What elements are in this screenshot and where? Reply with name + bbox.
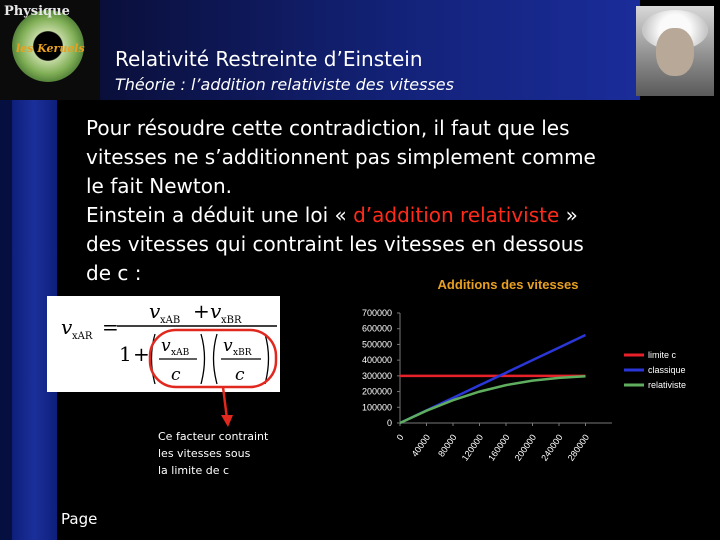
factor-note	[158, 428, 268, 479]
y-tick-label: 700000	[361, 308, 392, 318]
formula-num-b-sub: xBR	[221, 315, 242, 326]
body-line-2: vitesses ne s’additionnent pas simplement comme	[86, 145, 596, 169]
note-line-3: la limite de c	[158, 464, 230, 477]
body-line-3: le fait Newton.	[86, 174, 233, 198]
slide-subtitle: Théorie : l’addition relativiste des vitesses	[115, 75, 454, 94]
x-tick-label: 240000	[539, 432, 565, 463]
chart-y-axis	[362, 308, 400, 428]
note-line-2: les vitesses sous	[158, 447, 251, 460]
series-line-relativiste	[400, 376, 586, 423]
legend-label: classique	[648, 365, 686, 375]
formula-lhs-v: v	[61, 315, 73, 339]
chart-title: Additions des vitesses	[437, 277, 579, 292]
chart-x-axis	[395, 423, 612, 463]
formula-plus-bottom: +	[133, 342, 150, 366]
formula-plus-top: +	[193, 299, 210, 323]
y-tick-label: 0	[386, 418, 392, 428]
y-tick-label: 600000	[361, 323, 392, 334]
formula-lhs-sub: xAR	[72, 331, 93, 342]
formula-paren-right-a	[201, 334, 205, 384]
formula-den-b: v	[223, 336, 233, 356]
formula-den-a-c: c	[171, 365, 181, 385]
y-tick-label: 500000	[361, 339, 392, 350]
x-tick-label: 0	[394, 432, 406, 443]
x-tick-label: 280000	[565, 432, 592, 463]
body-line-4-post: »	[559, 203, 578, 227]
formula-one: 1	[119, 342, 132, 366]
y-tick-label: 100000	[361, 402, 392, 413]
y-tick-label: 400000	[361, 355, 392, 366]
chart-legend	[624, 350, 686, 390]
page-label: Page	[61, 510, 98, 528]
red-arrow-icon	[195, 385, 235, 431]
formula-den-b-sub: xBR	[233, 348, 252, 358]
formula-num-a-sub: xAB	[160, 315, 181, 326]
formula-paren-left-b	[214, 334, 218, 384]
x-tick-label: 80000	[436, 432, 459, 459]
legend-label: limite c	[648, 350, 677, 360]
slide-title: Relativité Restreinte d’Einstein	[115, 47, 423, 71]
formula-paren-right-b	[265, 334, 269, 384]
x-tick-label: 200000	[512, 432, 539, 463]
body-line-5: des vitesses qui contraint les vitesses en dessous	[86, 232, 584, 256]
y-tick-label: 300000	[361, 370, 392, 381]
formula-num-b: v	[210, 299, 222, 323]
velocity-addition-formula	[47, 296, 280, 392]
body-line-4	[86, 201, 716, 230]
portrait-face	[656, 28, 694, 76]
body-line-4-pre: Einstein a déduit une loi «	[86, 203, 354, 227]
formula-equals: =	[102, 315, 119, 339]
velocity-additions-chart	[328, 270, 713, 475]
x-tick-label: 120000	[459, 432, 486, 463]
x-tick-label: 160000	[486, 432, 512, 463]
formula-den-b-c: c	[235, 365, 245, 385]
body-line-6: de c :	[86, 261, 142, 285]
logo-text-physique: Physique	[4, 4, 70, 19]
x-tick-label: 40000	[409, 432, 433, 459]
legend-label: relativiste	[648, 380, 687, 390]
formula-svg	[47, 296, 280, 392]
note-line-1: Ce facteur contraint	[158, 430, 269, 443]
body-line-1: Pour résoudre cette contradiction, il faut que les	[86, 116, 570, 140]
relativistic-addition-highlight: d’addition relativiste	[353, 203, 560, 227]
logo-text-keruels: les Keruels	[16, 42, 85, 55]
physique-logo	[0, 0, 100, 100]
y-tick-label: 200000	[361, 386, 392, 397]
body-paragraph	[86, 114, 716, 288]
formula-den-a-sub: xAB	[171, 348, 190, 358]
einstein-portrait	[636, 6, 714, 96]
chart-series	[400, 335, 586, 423]
formula-num-a: v	[149, 299, 161, 323]
formula-den-a: v	[161, 336, 171, 356]
